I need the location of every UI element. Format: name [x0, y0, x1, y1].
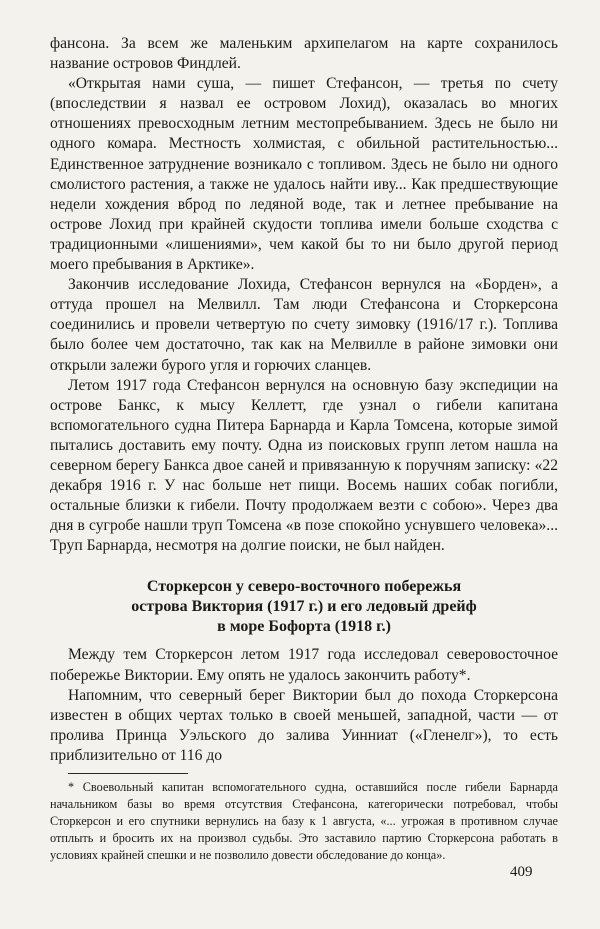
section-heading-line: острова Виктория (1917 г.) и его ледовый дрейф [131, 598, 477, 616]
section-heading-line: Сторкерсон у северо-восточного побережья [146, 578, 462, 596]
paragraph-continuation: фансона. За всем же маленьким архипелагом на карте сохранилось название островов Финдлей. [50, 35, 558, 73]
section-heading-line: в море Бофорта (1918 г.) [217, 618, 391, 636]
paragraph-melville-wintering: Закончив исследование Лохида, Стефансон вернулся на «Борден», а оттуда прошел на Мелвилл. Там люди Стефансона и Сторкерсона соединились и провели четвертую по счету зимовку (1916/17 г.). Топлива было более чем достаточно, так как на Мелвилле в районе зимовки они открыли залежи бурого угля и горючих сланцев. [50, 276, 558, 374]
footnote-divider [68, 773, 188, 774]
paragraph-quote-stefansson: «Открытая нами суша, — пишет Стефансон, — третья по счету (впоследствии я назвал ее островом Лохид), оказалась во многих отношениях превосходным летним местопребыванием. Здесь не было ни одного комара. Местность холмистая, с обильной растительностью... Единственное затруднение возникало с топливом. Здесь не было ни одного смолистого растения, а также не удалось найти иву... Как предшествующие недели хождения вброд по ледяной воде, так и летнее пребывание на острове Лохид при крайней скудости топлива имели больше сходства с традиционными «лишениями», чем какой бы то ни было другой период моего пребывания в Арктике». [50, 75, 558, 274]
page-number: 409 [510, 864, 533, 880]
page-body [50, 34, 558, 864]
footnote: * Своевольный капитан вспомогательного судна, оставшийся после гибели Барнарда начальником базы во время отсутствия Стефансона, категорически потребовал, чтобы Сторкерсон и его спутники вернулись на базу к 1 августа, «... угрожая в противном случае отплыть и бросить их на произвол судьбы. Это заставило партию Сторкерсона работать в условиях крайней спешки и не позволило довести обследование до конца». [50, 780, 558, 863]
paragraph-summer-1917: Летом 1917 года Стефансон вернулся на основную базу экспедиции на острове Банкс, к мысу Келлетт, где узнал о гибели капитана вспомогательного судна Питера Барнарда и Карла Томсена, которые зимой пытались доставить ему почту. Одна из поисковых групп летом нашла на северном берегу Банкса двое саней и привязанную к поручням записку: «22 декабря 1916 г. У нас больше нет пищи. Восемь наших собак погибли, остальные близки к гибели. Почту продолжаем везти с собою». Через два дня в сугробе нашли труп Томсена «в позе спокойно уснувшего человека»... Труп Барнарда, несмотря на долгие поиски, не был найден. [50, 376, 558, 555]
section-heading [50, 577, 558, 637]
paragraph-victoria-coast: Напомним, что северный берег Виктории был до похода Сторкерсона известен в общих чертах только в своей меньшей, западной, части — от пролива Принца Уэльского до залива Уинниат («Гленелг»), то есть приблизительно от 116 до [50, 686, 558, 764]
paragraph-storkerson-1917: Между тем Сторкерсон летом 1917 года исследовал северовосточное побережье Виктории. Ему опять не удалось закончить работу*. [50, 646, 558, 684]
